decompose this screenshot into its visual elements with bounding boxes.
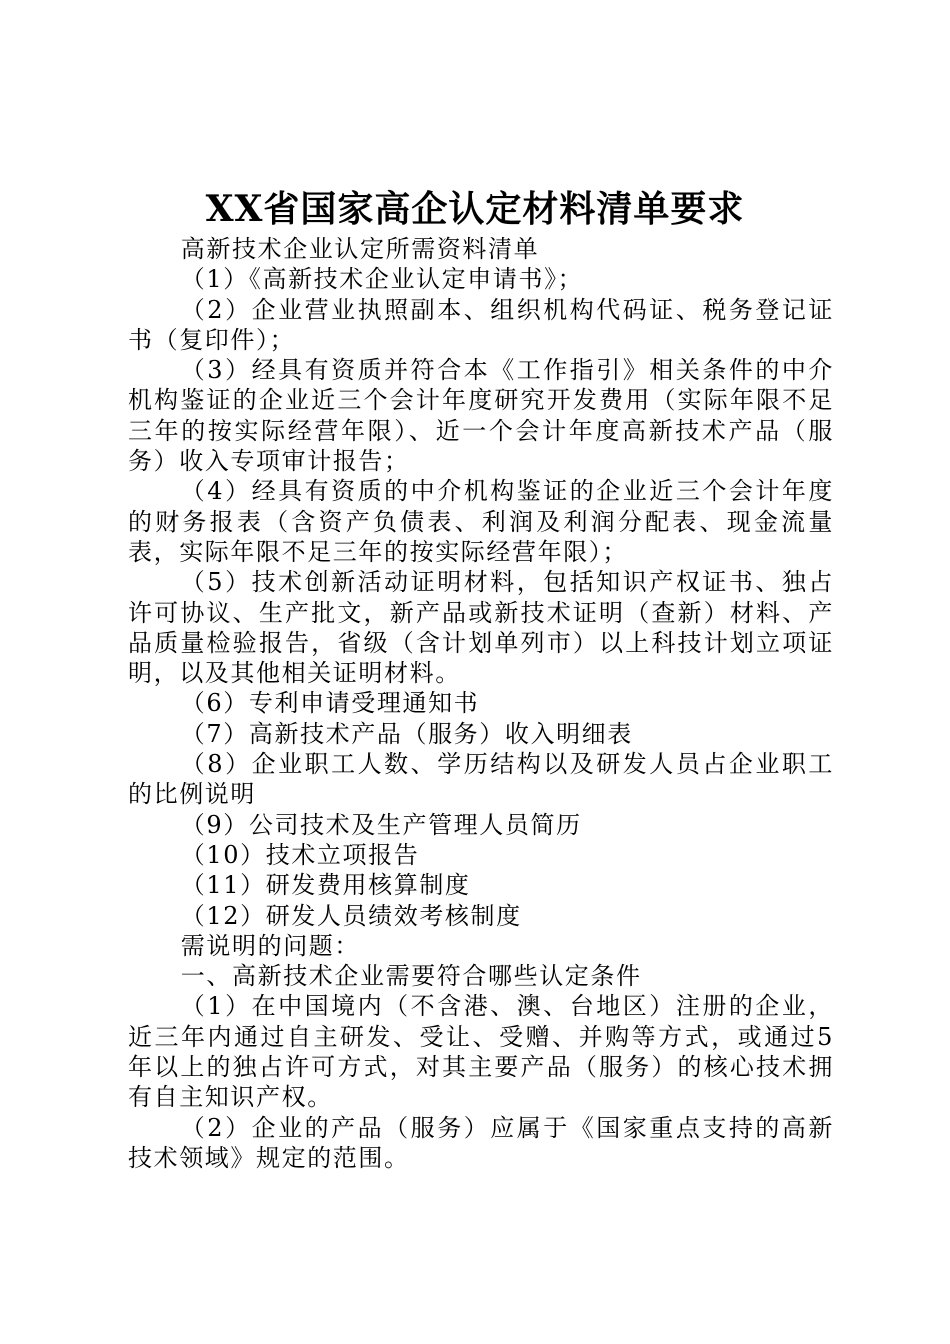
paragraph-item-1: （1）《高新技术企业认定申请书》；: [180, 265, 584, 294]
paragraph-condition-1: （1）在中国境内（不含港、澳、台地区）注册的企业，近三年内通过自主研发、受让、受赠、并购等方式，或通过5年以上的独占许可方式，对其主要产品（服务）的核心技术拥有自主知识产权。: [128, 992, 834, 1112]
paragraph-item-8: （8）企业职工人数、学历结构以及研发人员占企业职工的比例说明: [128, 750, 834, 809]
paragraph-item-2: （2）企业营业执照副本、组织机构代码证、税务登记证书（复印件）；: [128, 295, 834, 354]
paragraph-item-4: （4）经具有资质的中介机构鉴证的企业近三个会计年度的财务报表（含资产负债表、利润及利润分配表、现金流量表，实际年限不足三年的按实际经营年限）；: [128, 477, 834, 566]
paragraph-notes-heading: 需说明的问题：: [180, 931, 360, 960]
document-title: XX省国家高企认定材料清单要求: [205, 188, 745, 230]
paragraph-item-11: （11）研发费用核算制度: [180, 871, 471, 900]
paragraph-item-5: （5）技术创新活动证明材料，包括知识产权证书、独占许可协议、生产批文，新产品或新技术证明（查新）材料、产品质量检验报告，省级（含计划单列市）以上科技计划立项证明，以及其他相关证明材料。: [128, 568, 834, 688]
paragraph-item-3: （3）经具有资质并符合本《工作指引》相关条件的中介机构鉴证的企业近三个会计年度研究开发费用（实际年限不足三年的按实际经营年限）、近一个会计年度高新技术产品（服务）收入专项审计报告；: [128, 356, 834, 476]
paragraph-item-6: （6）专利申请受理通知书: [180, 689, 480, 718]
paragraph-item-7: （7）高新技术产品（服务）收入明细表: [180, 719, 633, 748]
paragraph-item-12: （12）研发人员绩效考核制度: [180, 901, 522, 930]
paragraph-list-heading: 高新技术企业认定所需资料清单: [180, 235, 540, 263]
paragraph-section-heading: 一、高新技术企业需要符合哪些认定条件: [180, 962, 642, 991]
document-body: [128, 234, 834, 1173]
paragraph-item-9: （9）公司技术及生产管理人员简历: [180, 810, 582, 839]
paragraph-condition-2: （2）企业的产品（服务）应属于《国家重点支持的高新技术领域》规定的范围。: [128, 1113, 834, 1172]
paragraph-item-10: （10）技术立项报告: [180, 840, 420, 869]
